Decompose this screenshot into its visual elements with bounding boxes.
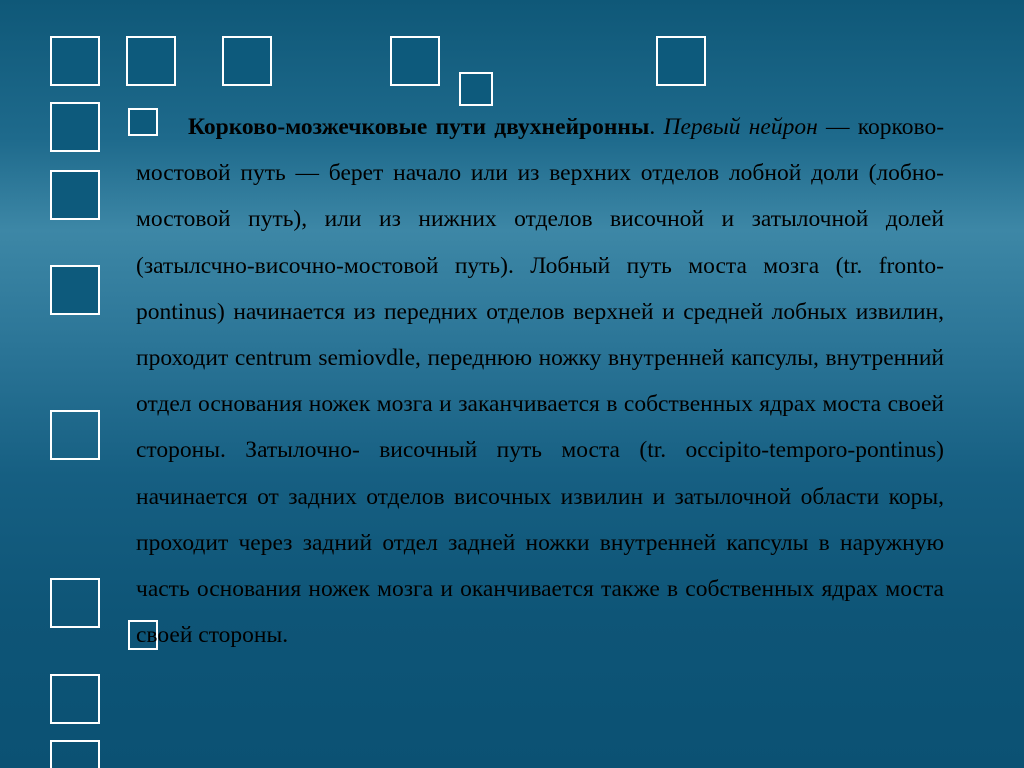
decorative-square [50, 578, 100, 628]
decorative-square [50, 170, 100, 220]
decorative-square [50, 410, 100, 460]
decorative-square [459, 72, 493, 106]
paragraph-lead: Корково-мозжечковые пути двухнейронны [188, 114, 650, 140]
main-paragraph [136, 104, 944, 658]
paragraph-body: — корково-мостовой путь — берет начало или из верхних отделов лобной доли (лобно-мостовой путь), или из нижних отделов височной и затылочной долей (затылсчно-височно-мостовой путь). Лобный путь моста мозга (tr. fronto-pontinus) начинается из передних отделов верхней и средней лобных извилин, проходит centrum semiovdle, переднюю ножку внутренней капсулы, внутренний отдел основания ножек мозга и заканчивается в собственных ядрах моста своей стороны. Затылочно- височный путь моста (tr. occipito-temporo-pontinus) начинается от задних отделов височных извилин и затылочной области коры, проходит через задний отдел задней ножки внутренней капсулы в наружную часть основания ножек мозга и оканчивается также в собственных ядрах моста своей стороны. [136, 114, 945, 649]
decorative-square [222, 36, 272, 86]
decorative-square [656, 36, 706, 86]
paragraph-italic: Первый нейрон [663, 114, 818, 140]
decorative-square [50, 265, 100, 315]
decorative-square [50, 740, 100, 768]
decorative-square [50, 36, 100, 86]
decorative-square [50, 102, 100, 152]
decorative-square [50, 674, 100, 724]
decorative-square [390, 36, 440, 86]
decorative-square [126, 36, 176, 86]
lead-punctuation: . [649, 114, 664, 140]
